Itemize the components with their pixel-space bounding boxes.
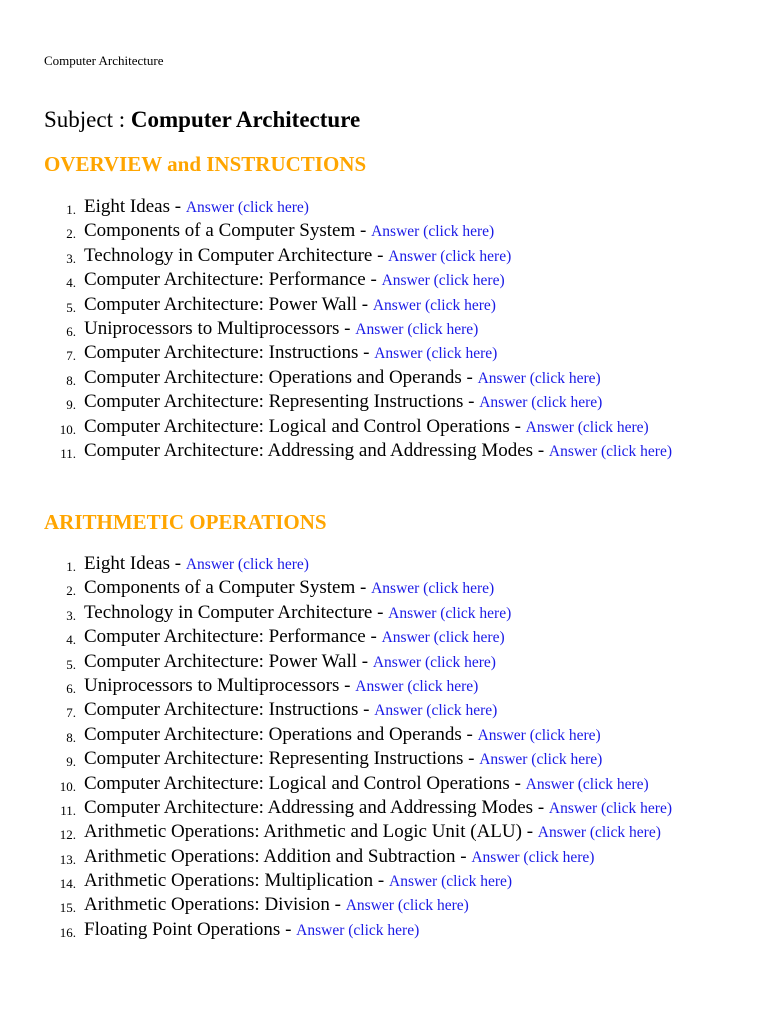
list-item-separator: - [533,796,549,818]
list-item [0,196,768,219]
list-item-number: 12. [59,827,76,843]
list-item-separator: - [521,821,538,843]
list-item-separator: - [339,317,356,339]
answer-link[interactable]: Answer (click here) [477,369,601,387]
list-item-number: 2. [66,583,76,599]
list-item-title: Computer Architecture: Logical and Control Operations [84,772,510,794]
list-item [0,870,768,893]
subject-line [44,106,360,134]
list-item-number: 8. [66,372,76,388]
list-item [0,269,768,292]
list-item-number: 16. [59,924,76,940]
answer-link[interactable]: Answer (click here) [372,296,496,314]
list-item-title: Components of a Computer System [84,220,356,242]
list-item-separator: - [355,577,372,599]
answer-link[interactable]: Answer (click here) [479,751,603,769]
list-item-number: 8. [66,729,76,745]
list-item [0,699,768,722]
list-item-title: Computer Architecture: Power Wall [84,650,358,672]
list-item-separator: - [170,196,186,217]
list-item-title: Components of a Computer System [84,577,356,599]
list-item-separator: - [461,723,478,745]
list-item [0,602,768,625]
answer-link[interactable]: Answer (click here) [371,580,495,598]
list-item-separator: - [357,293,373,315]
answer-link[interactable]: Answer (click here) [371,223,495,241]
list-item-number: 13. [59,851,76,867]
answer-link[interactable]: Answer (click here) [355,320,479,338]
list-item-separator: - [358,342,375,364]
list-item-number: 6. [66,680,76,696]
list-item-title: Computer Architecture: Performance [84,269,366,291]
list-item [0,553,768,576]
list-item-title: Computer Architecture: Operations and Operands [84,366,462,388]
list-item [0,797,768,820]
list-item-title: Arithmetic Operations: Addition and Subtraction [84,845,456,867]
list-item [0,724,768,747]
list-item-separator: - [280,918,297,940]
list-item-separator: - [339,674,356,696]
list-item-number: 9. [66,397,76,413]
answer-link[interactable]: Answer (click here) [372,653,496,671]
subject-prefix: Subject : [44,107,131,132]
list-item [0,846,768,869]
answer-link[interactable]: Answer (click here) [381,272,505,290]
list-item-title: Technology in Computer Architecture [84,601,373,623]
list-item-title: Computer Architecture: Power Wall [84,293,358,315]
list-item-separator: - [170,553,186,574]
list-item-number: 7. [66,705,76,721]
list-item-title: Computer Architecture: Addressing and Addressing Modes [84,796,534,818]
list-item-separator: - [372,244,389,266]
list-item-separator: - [365,626,382,648]
answer-link[interactable]: Answer (click here) [296,921,420,939]
list-item-title: Computer Architecture: Performance [84,626,366,648]
list-item-number: 7. [66,348,76,364]
answer-link[interactable]: Answer (click here) [537,824,661,842]
answer-link[interactable]: Answer (click here) [388,247,512,265]
list-item-separator: - [372,601,389,623]
list-item [0,440,768,463]
answer-link[interactable]: Answer (click here) [525,775,649,793]
list-item-separator: - [329,894,346,916]
list-item-title: Arithmetic Operations: Arithmetic and Logic Unit (ALU) [84,821,522,843]
answer-link[interactable]: Answer (click here) [185,199,309,216]
list-item [0,245,768,268]
list-item-separator: - [463,748,480,770]
list-item-title: Computer Architecture: Representing Instructions [84,748,464,770]
list-item-number: 9. [66,754,76,770]
list-item-title: Computer Architecture: Addressing and Addressing Modes [84,439,534,461]
list-item [0,919,768,942]
list-item-separator: - [365,269,382,291]
list-item-separator: - [463,391,480,413]
answer-link[interactable]: Answer (click here) [388,604,512,622]
answer-link[interactable]: Answer (click here) [345,897,469,915]
list-item [0,294,768,317]
list-item-separator: - [509,772,526,794]
arithmetic-topic-list [0,553,768,943]
answer-link[interactable]: Answer (click here) [479,394,603,412]
answer-link[interactable]: Answer (click here) [525,418,649,436]
answer-link[interactable]: Answer (click here) [477,726,601,744]
list-item-number: 3. [66,250,76,266]
answer-link[interactable]: Answer (click here) [548,442,672,460]
list-item-number: 2. [66,226,76,242]
list-item-title: Computer Architecture: Logical and Control Operations [84,415,510,437]
list-item [0,416,768,439]
answer-link[interactable]: Answer (click here) [389,873,513,891]
section-heading-arithmetic: ARITHMETIC OPERATIONS [44,510,327,534]
list-item-number: 10. [59,778,76,794]
list-item-number: 3. [66,607,76,623]
answer-link[interactable]: Answer (click here) [471,848,595,866]
list-item [0,773,768,796]
answer-link[interactable]: Answer (click here) [548,799,672,817]
answer-link[interactable]: Answer (click here) [355,677,479,695]
list-item-separator: - [455,845,472,867]
answer-link[interactable]: Answer (click here) [374,345,498,363]
list-item [0,391,768,414]
list-item-separator: - [358,699,375,721]
list-item-number: 14. [59,876,76,892]
list-item [0,626,768,649]
section-heading-overview: OVERVIEW and INSTRUCTIONS [44,152,367,176]
list-item-title: Computer Architecture: Operations and Operands [84,723,462,745]
list-item-title: Technology in Computer Architecture [84,244,373,266]
list-item-number: 4. [66,275,76,291]
answer-link[interactable]: Answer (click here) [374,702,498,720]
list-item [0,894,768,917]
answer-link[interactable]: Answer (click here) [381,629,505,647]
list-item-title: Eight Ideas [84,553,171,574]
list-item-number: 5. [66,299,76,315]
list-item-title: Floating Point Operations [84,918,281,940]
running-header: Computer Architecture [44,53,164,68]
list-item [0,342,768,365]
list-item [0,577,768,600]
list-item-number: 1. [66,559,76,574]
list-item-separator: - [357,650,373,672]
list-item-number: 11. [60,445,76,461]
list-item-separator: - [373,870,389,892]
list-item-number: 11. [60,802,76,818]
list-item [0,318,768,341]
list-item [0,651,768,674]
overview-topic-list [0,196,768,464]
answer-link[interactable]: Answer (click here) [185,556,309,573]
list-item-title: Arithmetic Operations: Division [84,894,330,916]
list-item [0,821,768,844]
list-item-separator: - [355,220,372,242]
list-item-separator: - [461,366,478,388]
list-item-number: 6. [66,323,76,339]
list-item-title: Computer Architecture: Instructions [84,342,359,364]
list-item-title: Computer Architecture: Instructions [84,699,359,721]
subject-title: Computer Architecture [130,107,361,132]
list-item-title: Computer Architecture: Representing Instructions [84,391,464,413]
list-item-number: 1. [66,202,76,217]
list-item-number: 10. [59,421,76,437]
list-item [0,748,768,771]
list-item [0,367,768,390]
list-item-number: 5. [66,656,76,672]
list-item-title: Arithmetic Operations: Multiplication [84,870,374,892]
list-item [0,675,768,698]
list-item-title: Uniprocessors to Multiprocessors [84,317,340,339]
list-item [0,220,768,243]
list-item-number: 15. [59,900,76,916]
list-item-separator: - [509,415,526,437]
list-item-title: Uniprocessors to Multiprocessors [84,674,340,696]
list-item-separator: - [533,439,549,461]
list-item-title: Eight Ideas [84,196,171,217]
list-item-number: 4. [66,632,76,648]
